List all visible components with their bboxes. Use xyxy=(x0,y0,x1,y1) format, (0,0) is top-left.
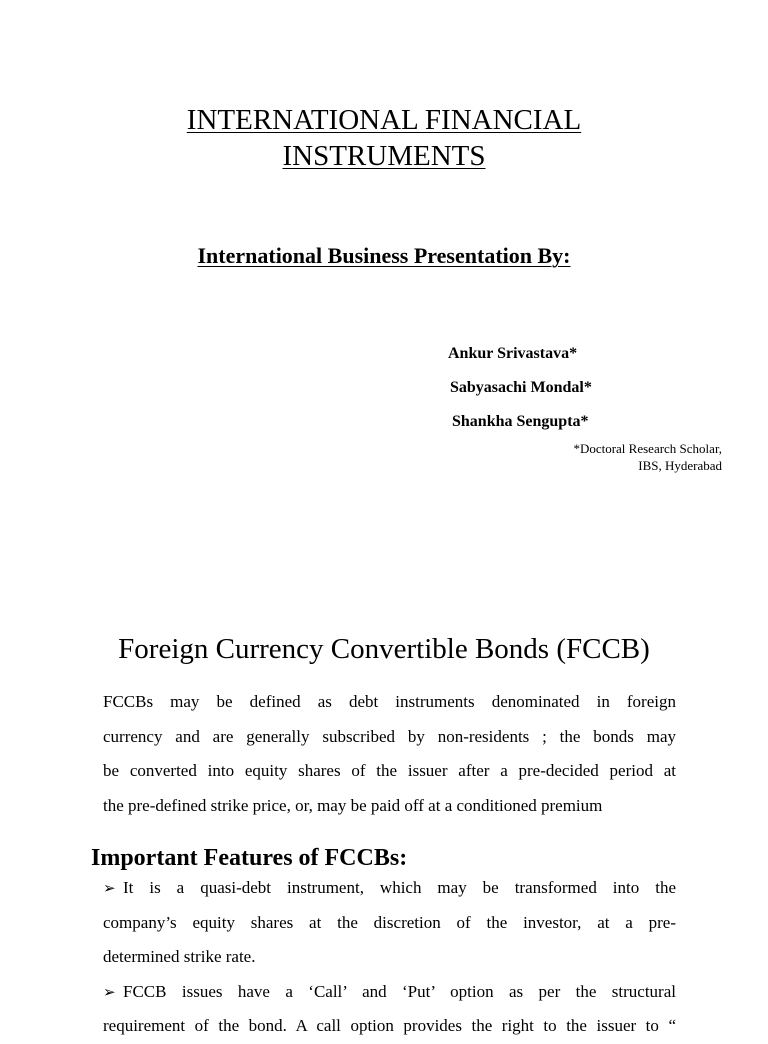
feature-line: requirement of the bond. A call option provides the right to the issuer to “ xyxy=(103,1016,676,1035)
arrow-bullet-icon: ➢ xyxy=(103,982,116,1001)
feature-item xyxy=(103,871,676,975)
paragraph-line: be converted into equity shares of the issuer after a pre-decided period at xyxy=(103,761,676,780)
paragraph-line: currency and are generally subscribed by non-residents ; the bonds may xyxy=(103,726,676,746)
feature-line: ➢ It is a quasi-debt instrument, which may be transformed into the xyxy=(103,871,676,906)
affiliation-line-1: *Doctoral Research Scholar, xyxy=(573,441,722,456)
feature-line: ➢ FCCB issues have a ‘Call’ and ‘Put’ option as per the structural xyxy=(103,975,676,1010)
features-list xyxy=(103,871,676,1044)
presentation-subtitle: International Business Presentation By: xyxy=(197,243,571,268)
feature-line: company’s equity shares at the discretion of the investor, at a pre- xyxy=(103,912,676,932)
arrow-bullet-icon: ➢ xyxy=(103,879,116,897)
feature-item xyxy=(103,975,676,1044)
document-title xyxy=(0,102,768,174)
fccb-definition-paragraph xyxy=(103,685,676,823)
author-affiliation xyxy=(573,440,722,474)
author-name: Shankha Sengupta* xyxy=(452,413,589,430)
author-name: Sabyasachi Mondal* xyxy=(450,379,592,396)
section-heading: Foreign Currency Convertible Bonds (FCCB) xyxy=(118,633,650,665)
title-line-2: INSTRUMENTS xyxy=(282,140,486,172)
title-line-1: INTERNATIONAL FINANCIAL xyxy=(186,104,582,136)
feature-line: determined strike rate. xyxy=(103,947,256,966)
author-name: Ankur Srivastava* xyxy=(448,345,578,362)
paragraph-line: FCCBs may be defined as debt instruments denominated in foreign xyxy=(103,692,676,711)
author-list xyxy=(448,342,592,444)
features-heading: Important Features of FCCBs: xyxy=(91,845,408,871)
paragraph-line: the pre-defined strike price, or, may be paid off at a conditioned premium xyxy=(103,795,603,815)
affiliation-line-2: IBS, Hyderabad xyxy=(638,458,722,473)
